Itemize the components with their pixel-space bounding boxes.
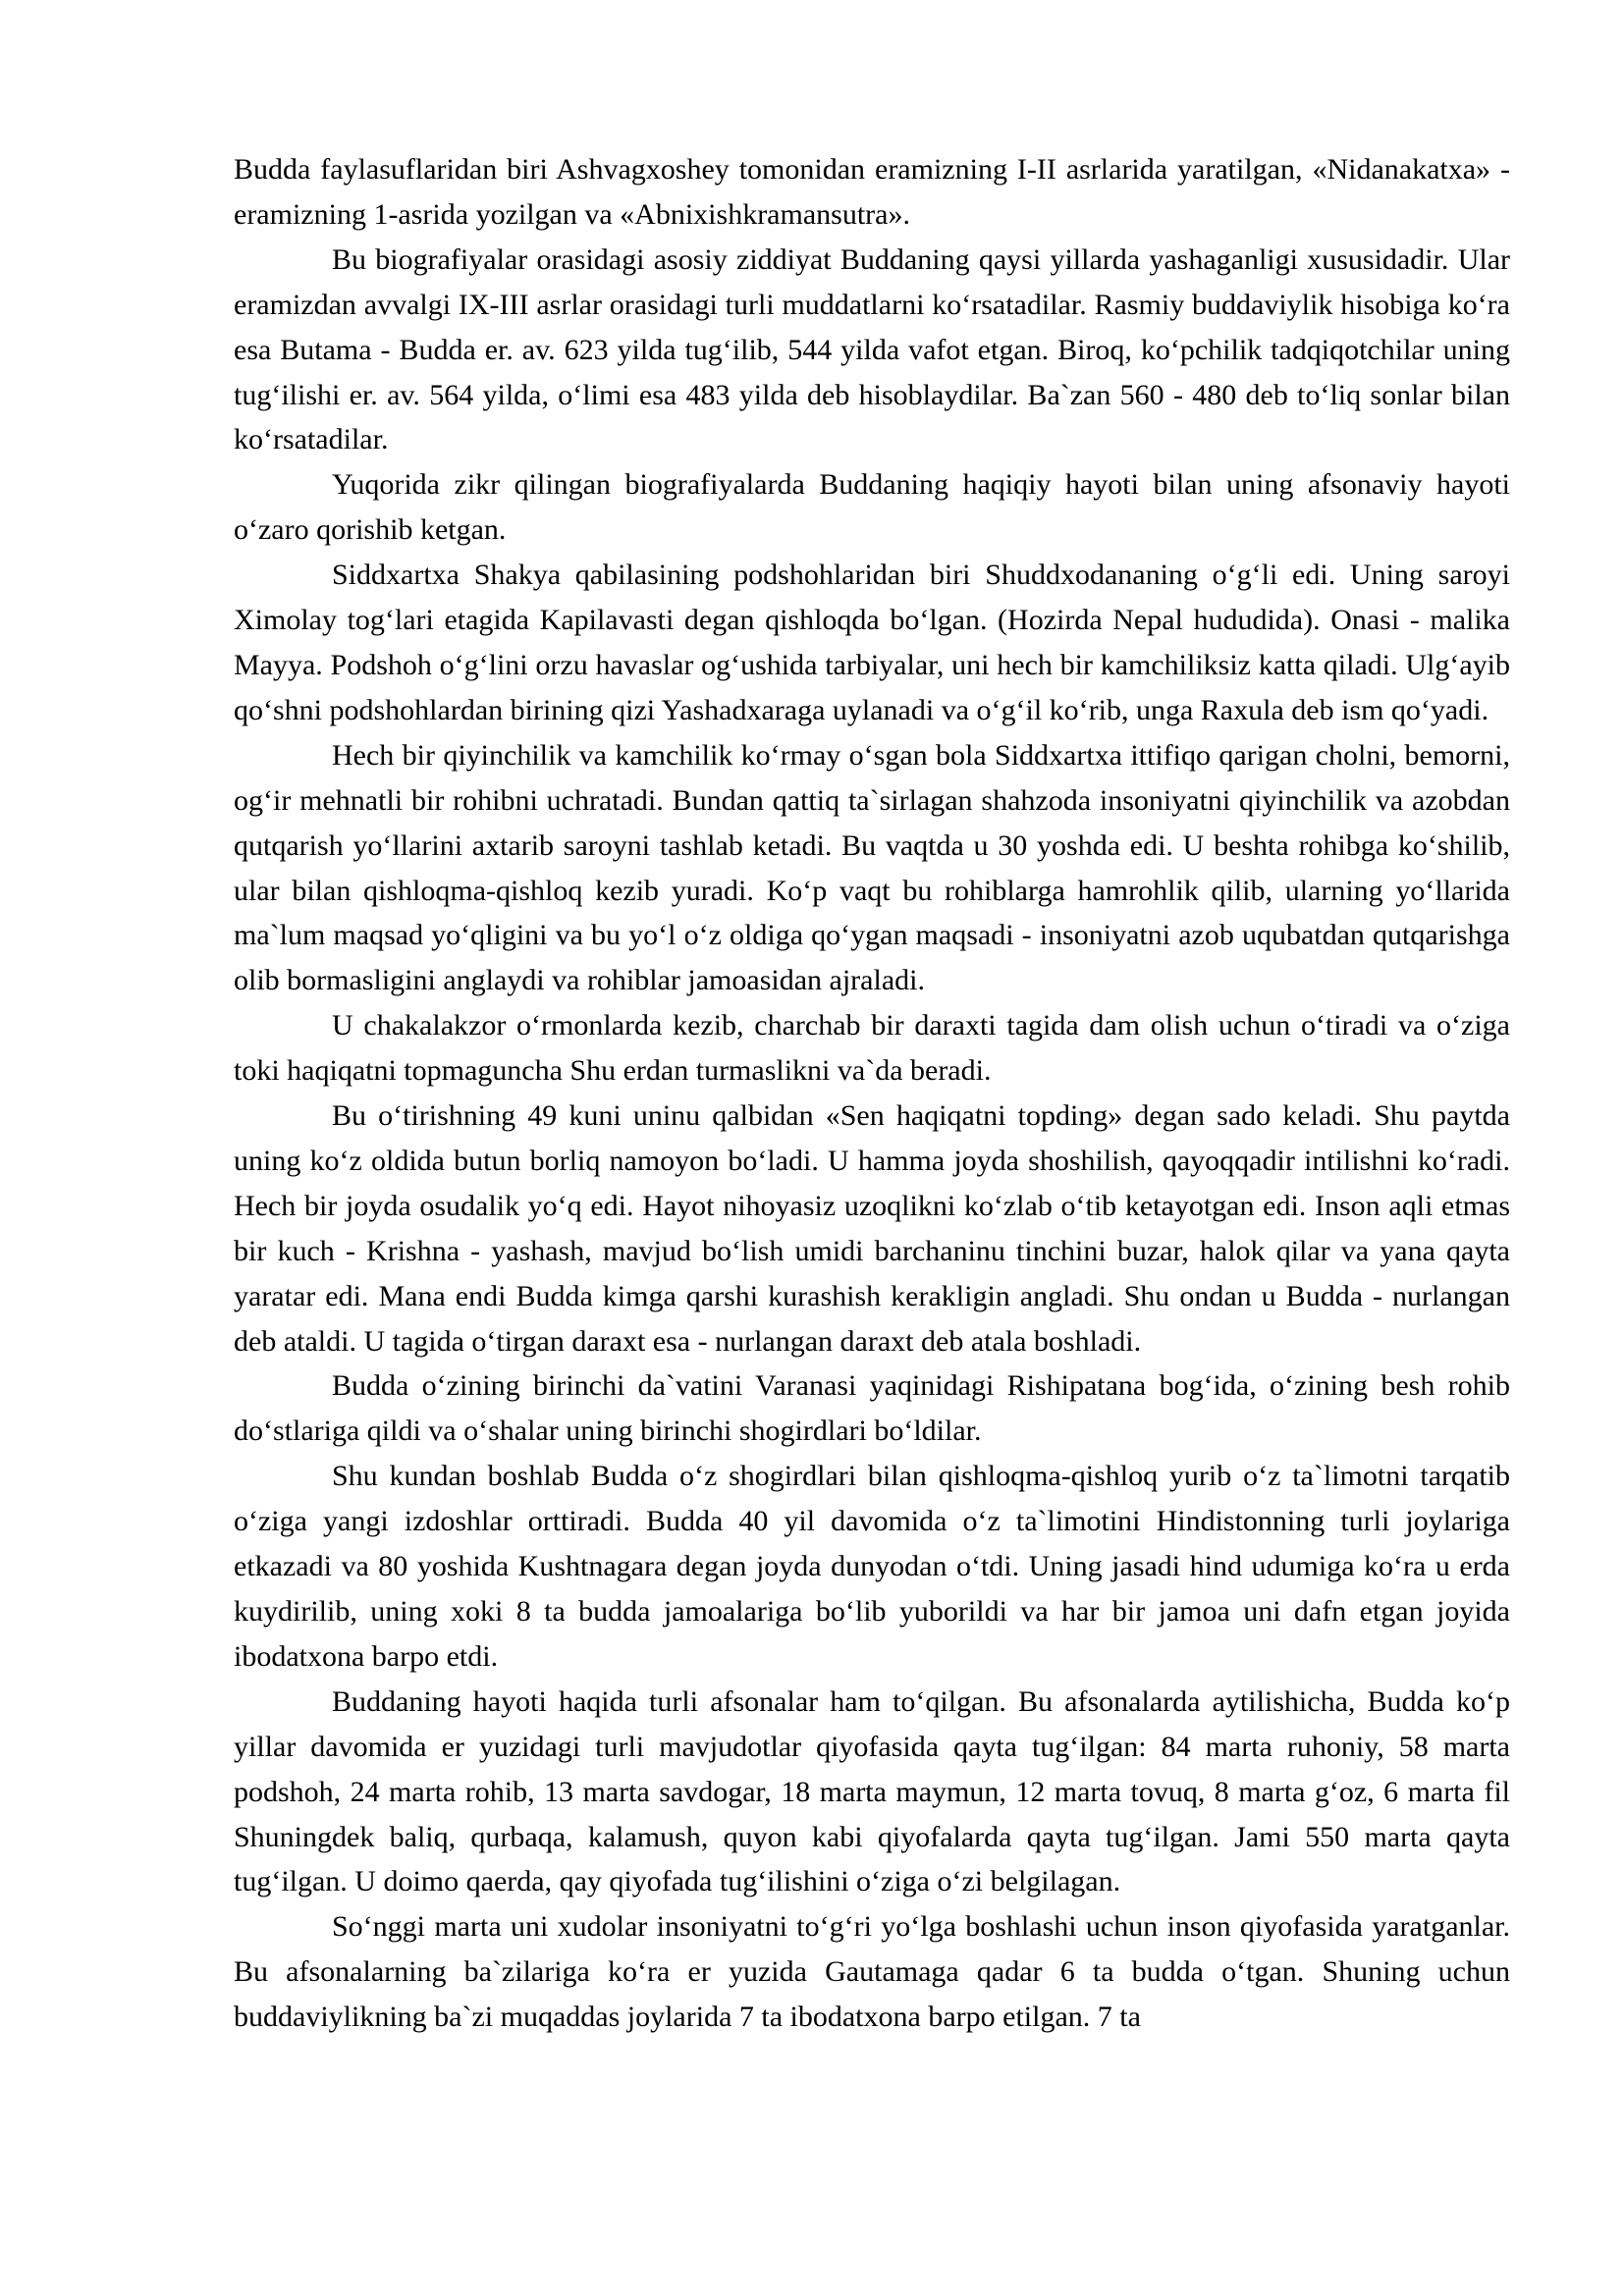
paragraph-11: So‘nggi marta uni xudolar insoniyatni to‘g‘ri yo‘lga boshlashi uchun inson qiyofasida yaratganlar. Bu afsonalarning ba`zilariga ko‘ra er yuzida Gautamaga qadar 6 ta budda o‘tgan. Shuning uchun buddaviylikning ba`zi muqaddas joylarida 7 ta ibodatxona barpo etilgan. 7 ta [234,1910,1510,2034]
paragraph-8: Budda o‘zining birinchi da`vatini Varanasi yaqinidagi Rishipatana bog‘ida, o‘zining besh rohib do‘stlariga qildi va o‘shalar uning birinchi shogirdlari bo‘ldilar. [234,1369,1510,1448]
paragraph-4: Siddxartxa Shakya qabilasining podshohlaridan biri Shuddxodananing o‘g‘li edi. Uning saroyi Ximolay tog‘lari etagida Kapilavasti degan qishloqda bo‘lgan. (Hozirda Nepal hududida). Onasi - malika Mayya. Podshoh o‘g‘lini orzu havaslar og‘ushida tarbiyalar, uni hech bir kamchiliksiz katta qiladi. Ulg‘ayib qo‘shni podshohlardan birining qizi Yashadxaraga uylanadi va o‘g‘il ko‘rib, unga Raxula deb ism qo‘yadi. [234,559,1510,726]
paragraph-2: Bu biografiyalar orasidagi asosiy ziddiyat Buddaning qaysi yillarda yashaganligi xususidadir. Ular eramizdan avvalgi IX-III asrlar orasidagi turli muddatlarni ko‘rsatadilar. Rasmiy buddaviylik hisobiga ko‘ra esa Butama - Budda er. av. 623 yilda tug‘ilib, 544 yilda vafot etgan. Biroq, ko‘pchilik tadqiqotchilar uning tug‘ilishi er. av. 564 yilda, o‘limi esa 483 yilda deb hisoblaydilar. Ba`zan 560 - 480 deb to‘liq sonlar bilan ko‘rsatadilar. [234,242,1510,456]
paragraph-7: Bu o‘tirishning 49 kuni uninu qalbidan «Sen haqiqatni topding» degan sado keladi. Shu paytda uning ko‘z oldida butun borliq namoyon bo‘ladi. U hamma joyda shoshilish, qayoqqadir intilishni ko‘radi. Hech bir joyda osudalik yo‘q edi. Hayot nihoyasiz uzoqlikni ko‘zlab o‘tib ketayotgan edi. Inson aqli etmas bir kuch - Krishna - yashash, mavjud bo‘lish umidi barchaninu tinchini buzar, halok qilar va yana qayta yaratar edi. Mana endi Budda kimga qarshi kurashish kerakligin angladi. Shu ondan u Budda - nurlangan deb ataldi. U tagida o‘tirgan daraxt esa - nurlangan daraxt deb atala boshladi. [234,1099,1510,1358]
paragraph-9: Shu kundan boshlab Budda o‘z shogirdlari bilan qishloqma-qishloq yurib o‘z ta`limotni tarqatib o‘ziga yangi izdoshlar orttiradi. Budda 40 yil davomida o‘z ta`limotini Hindistonning turli joylariga etkazadi va 80 yoshida Kushtnagara degan joyda dunyodan o‘tdi. Uning jasadi hind udumiga ko‘ra u erda kuydirilib, uning xoki 8 ta budda jamoalariga bo‘lib yuborildi va har bir jamoa uni dafn etgan joyida ibodatxona barpo etdi. [234,1460,1510,1673]
paragraph-5: Hech bir qiyinchilik va kamchilik ko‘rmay o‘sgan bola Siddxartxa ittifiqo qarigan cholni, bemorni, og‘ir mehnatli bir rohibni uchratadi. Bundan qattiq ta`sirlagan shahzoda insoniyatni qiyinchilik va azobdan qutqarish yo‘llarini axtarib saroyni tashlab ketadi. Bu vaqtda u 30 yoshda edi. U beshta rohibga ko‘shilib, ular bilan qishloqma-qishloq kezib yuradi. Ko‘p vaqt bu rohiblarga hamrohlik qilib, ularning yo‘llarida ma`lum maqsad yo‘qligini va bu yo‘l o‘z oldiga qo‘ygan maqsadi - insoniyatni azob uqubatdan qutqarishga olib bormasligini anglaydi va rohiblar jamoasidan ajraladi. [234,738,1510,997]
paragraph-3: Yuqorida zikr qilingan biografiyalarda Buddaning haqiqiy hayoti bilan uning afsonaviy hayoti o‘zaro qorishib ketgan. [234,468,1510,547]
paragraph-6: U chakalakzor o‘rmonlarda kezib, charchab bir daraxti tagida dam olish uchun o‘tiradi va o‘ziga toki haqiqatni topmaguncha Shu erdan turmaslikni va`da beradi. [234,1009,1510,1088]
paragraph-10: Buddaning hayoti haqida turli afsonalar ham to‘qilgan. Bu afsonalarda aytilishicha, Budda ko‘p yillar davomida er yuzidagi turli mavjudotlar qiyofasida qayta tug‘ilgan: 84 marta ruhoniy, 58 marta podshoh, 24 marta rohib, 13 marta savdogar, 18 marta maymun, 12 marta tovuq, 8 marta g‘oz, 6 marta fil Shuningdek baliq, qurbaqa, kalamush, quyon kabi qiyofalarda qayta tug‘ilgan. Jami 550 marta qayta tug‘ilgan. U doimo qaerda, qay qiyofada tug‘ilishini o‘ziga o‘zi belgilagan. [234,1684,1510,1898]
paragraph-1: Budda faylasuflaridan biri Ashvagxoshey tomonidan eramizning I-II asrlarida yaratilgan, «Nidanakatxa» - eramizning 1-asrida yozilgan va «Abnixishkramansutra». [234,153,1510,231]
document-body [234,147,1510,2040]
